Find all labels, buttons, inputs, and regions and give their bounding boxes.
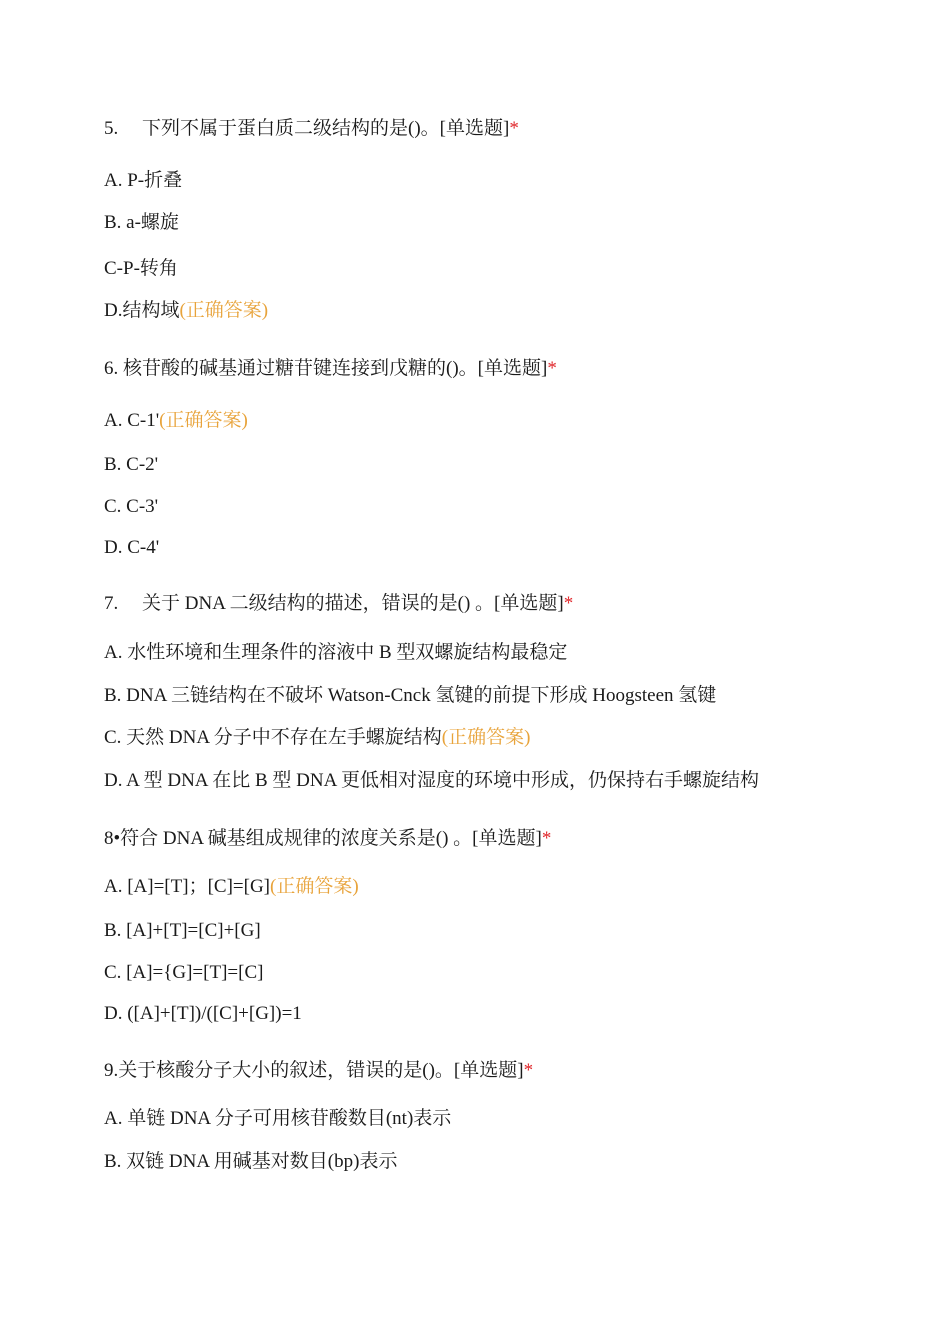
option-text: B. [A]+[T]=[C]+[G] [104, 920, 261, 941]
option-text: C-P-转角 [104, 258, 178, 279]
question-stem-text: 6. 核苷酸的碱基通过糖苷键连接到戊糖的()。[单选题] [104, 358, 548, 379]
question-stem-text: 5. 下列不属于蛋白质二级结构的是()。[单选题] [104, 118, 510, 139]
question-9-stem [104, 1058, 533, 1084]
correct-answer-tag: (正确答案) [441, 727, 531, 748]
option-text: B. DNA 三链结构在不破坏 Watson-Cnck 氢键的前提下形成 Hoogsteen 氢键 [104, 685, 717, 706]
option-text: D.结构域 [104, 300, 180, 321]
question-5-option-d [104, 298, 268, 324]
question-9-option-b [104, 1149, 397, 1175]
question-stem-text: 7. 关于 DNA 二级结构的描述，错误的是() 。[单选题] [104, 593, 564, 614]
question-8-option-d [104, 1001, 302, 1027]
option-text: A. 单链 DNA 分子可用核苷酸数目(nt)表示 [104, 1108, 452, 1129]
question-7-option-b [104, 683, 716, 709]
question-8-option-b [104, 918, 261, 944]
option-text: A. C-1' [104, 410, 160, 431]
question-8-option-c [104, 960, 263, 986]
required-mark: * [547, 358, 557, 379]
question-6-option-a [104, 408, 248, 434]
correct-answer-tag: (正确答案) [179, 300, 269, 321]
option-text: C. C-3' [104, 496, 159, 517]
required-mark: * [541, 828, 552, 849]
option-text: A. [A]=[T]；[C]=[G] [104, 876, 270, 897]
question-5-stem [104, 116, 519, 142]
question-6-option-c [104, 494, 158, 520]
question-8-stem [104, 826, 551, 852]
correct-answer-tag: (正确答案) [270, 876, 359, 897]
correct-answer-tag: (正确答案) [159, 410, 248, 431]
question-6-option-d [104, 535, 159, 561]
option-text: B. 双链 DNA 用碱基对数目(bp)表示 [104, 1151, 398, 1172]
required-mark: * [563, 593, 574, 614]
required-mark: * [523, 1060, 534, 1081]
question-7-option-a [104, 640, 567, 666]
question-7-option-d [104, 768, 759, 794]
question-6-stem [104, 356, 557, 382]
option-text: B. a-螺旋 [104, 212, 179, 233]
question-7-option-c [104, 725, 530, 751]
option-text: D. ([A]+[T])/([C]+[G])=1 [104, 1003, 302, 1024]
option-text: A. 水性环境和生理条件的溶液中 B 型双螺旋结构最稳定 [104, 642, 568, 663]
question-stem-text: 8•符合 DNA 碱基组成规律的浓度关系是() 。[单选题] [104, 828, 542, 849]
question-5-option-a [104, 168, 182, 194]
option-text: B. C-2' [104, 454, 159, 475]
option-text: C. 天然 DNA 分子中不存在左手螺旋结构 [104, 727, 442, 748]
question-7-stem [104, 591, 573, 617]
option-text: A. P-折叠 [104, 170, 183, 191]
question-stem-text: 9.关于核酸分子大小的叙述，错误的是()。[单选题] [104, 1060, 524, 1081]
question-5-option-b [104, 210, 179, 236]
option-text: D. A 型 DNA 在比 B 型 DNA 更低相对湿度的环境中形成，仍保持右手螺旋结构 [104, 770, 760, 791]
option-text: C. [A]={G]=[T]=[C] [104, 962, 264, 983]
required-mark: * [509, 118, 519, 139]
question-9-option-a [104, 1106, 451, 1132]
option-text: D. C-4' [104, 537, 160, 558]
question-8-option-a [104, 874, 359, 900]
question-5-option-c [104, 256, 178, 282]
question-6-option-b [104, 452, 158, 478]
